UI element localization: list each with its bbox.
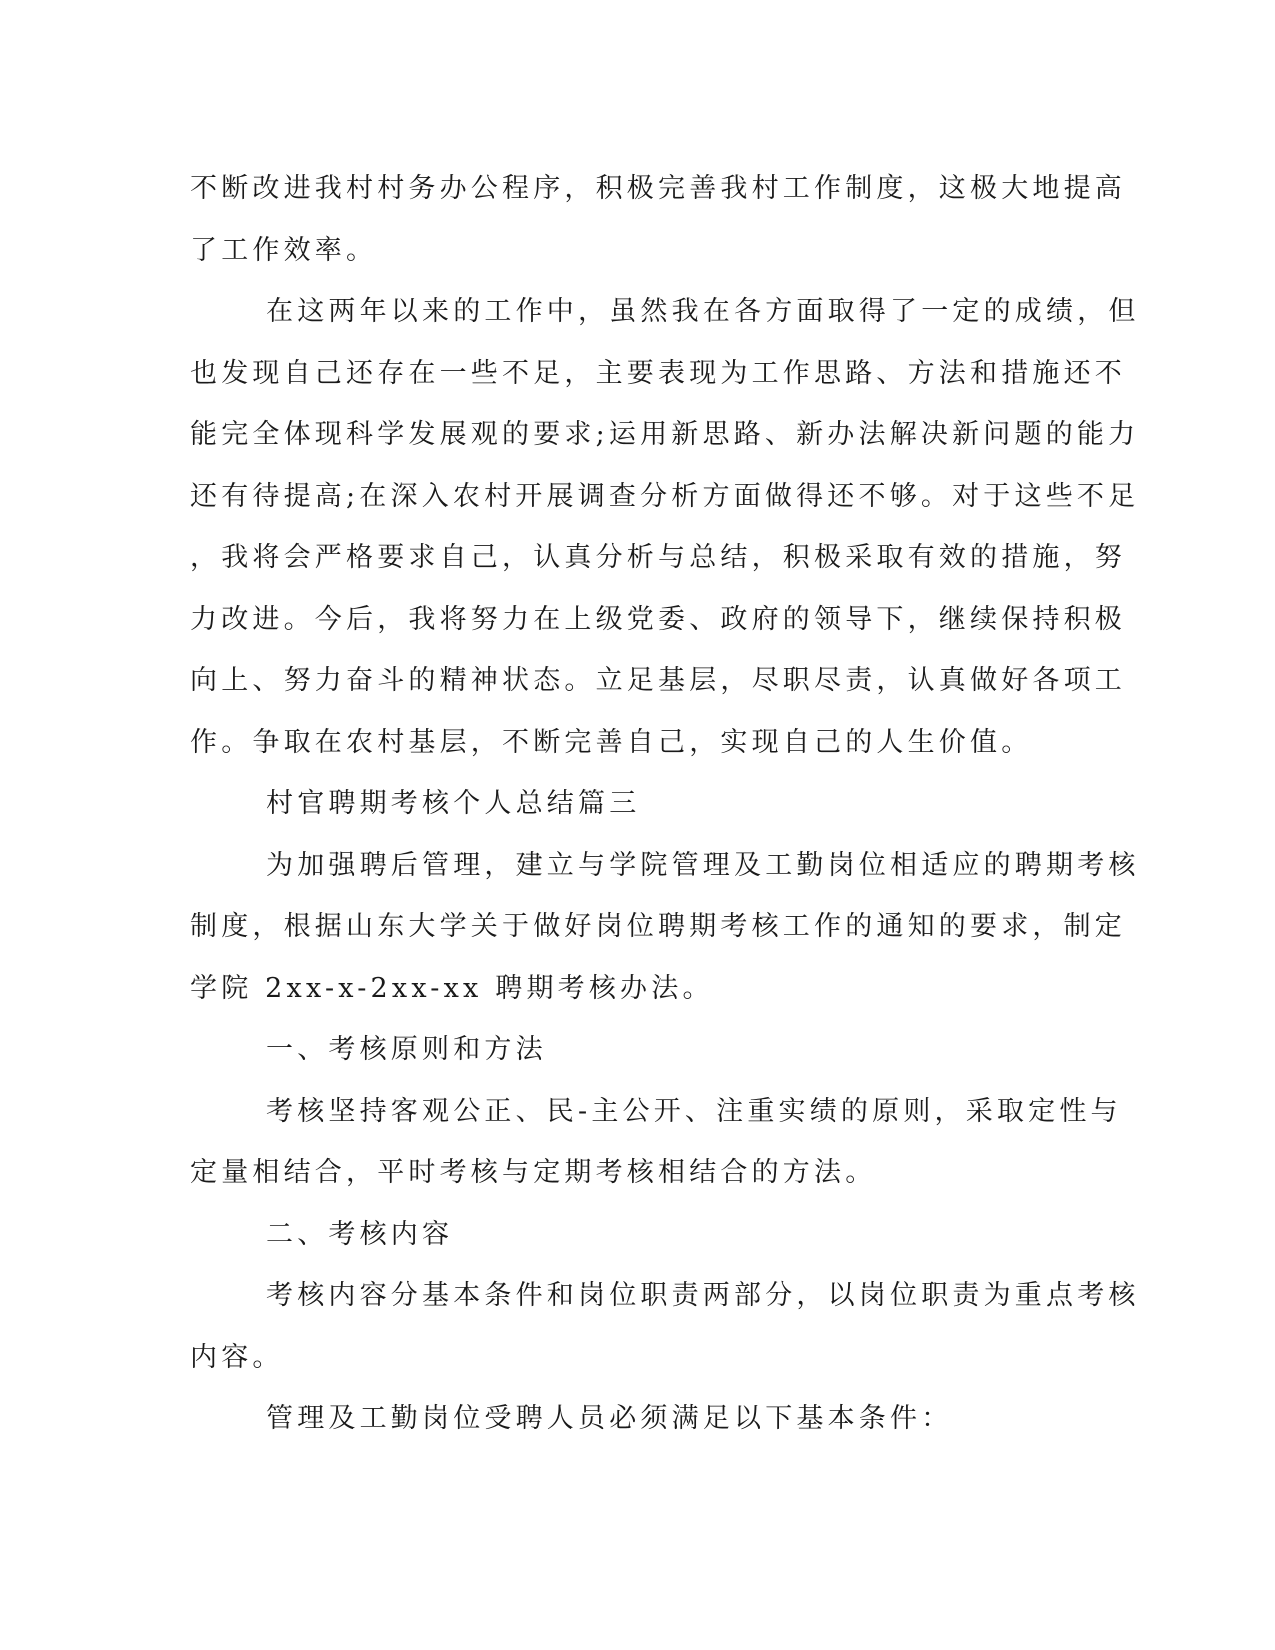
document-page xyxy=(190,158,1140,1450)
text-line: 考核内容分基本条件和岗位职责两部分，以岗位职责为重点考核 xyxy=(266,1280,1140,1311)
text-line: 能完全体现科学发展观的要求;运用新思路、新办法解决新问题的能力 xyxy=(190,419,1140,450)
text-line: 定量相结合，平时考核与定期考核相结合的方法。 xyxy=(190,1157,877,1188)
text-line: 考核坚持客观公正、民-主公开、注重实绩的原则，采取定性与 xyxy=(266,1095,1122,1127)
text-line: 学院 2xx-x-2xx-xx 聘期考核办法。 xyxy=(190,972,714,1004)
section-heading: 二、考核内容 xyxy=(266,1218,454,1250)
text-line: 为加强聘后管理，建立与学院管理及工勤岗位相适应的聘期考核 xyxy=(266,849,1140,881)
text-line: 了工作效率。 xyxy=(190,234,378,266)
section-heading: 村官聘期考核个人总结篇三 xyxy=(266,788,641,819)
section-heading: 一、考核原则和方法 xyxy=(266,1034,547,1065)
text-line: 向上、努力奋斗的精神状态。立足基层，尽职尽责，认真做好各项工 xyxy=(190,665,1126,696)
text-line: 在这两年以来的工作中，虽然我在各方面取得了一定的成绩，但 xyxy=(266,296,1140,327)
text-line: 不断改进我村村务办公程序，积极完善我村工作制度，这极大地提高 xyxy=(190,173,1126,204)
text-line: 内容。 xyxy=(190,1341,284,1373)
text-line: ，我将会严格要求自己，认真分析与总结，积极采取有效的措施，努 xyxy=(190,542,1126,573)
text-line: 管理及工勤岗位受聘人员必须满足以下基本条件： xyxy=(266,1403,953,1434)
text-line: 还有待提高;在深入农村开展调查分析方面做得还不够。对于这些不足 xyxy=(190,480,1140,512)
text-line: 也发现自己还存在一些不足，主要表现为工作思路、方法和措施还不 xyxy=(190,357,1126,389)
text-line: 作。争取在农村基层，不断完善自己，实现自己的人生价值。 xyxy=(190,726,1033,758)
text-line: 力改进。今后，我将努力在上级党委、政府的领导下，继续保持积极 xyxy=(190,603,1126,635)
text-line: 制度，根据山东大学关于做好岗位聘期考核工作的通知的要求，制定 xyxy=(190,911,1126,942)
